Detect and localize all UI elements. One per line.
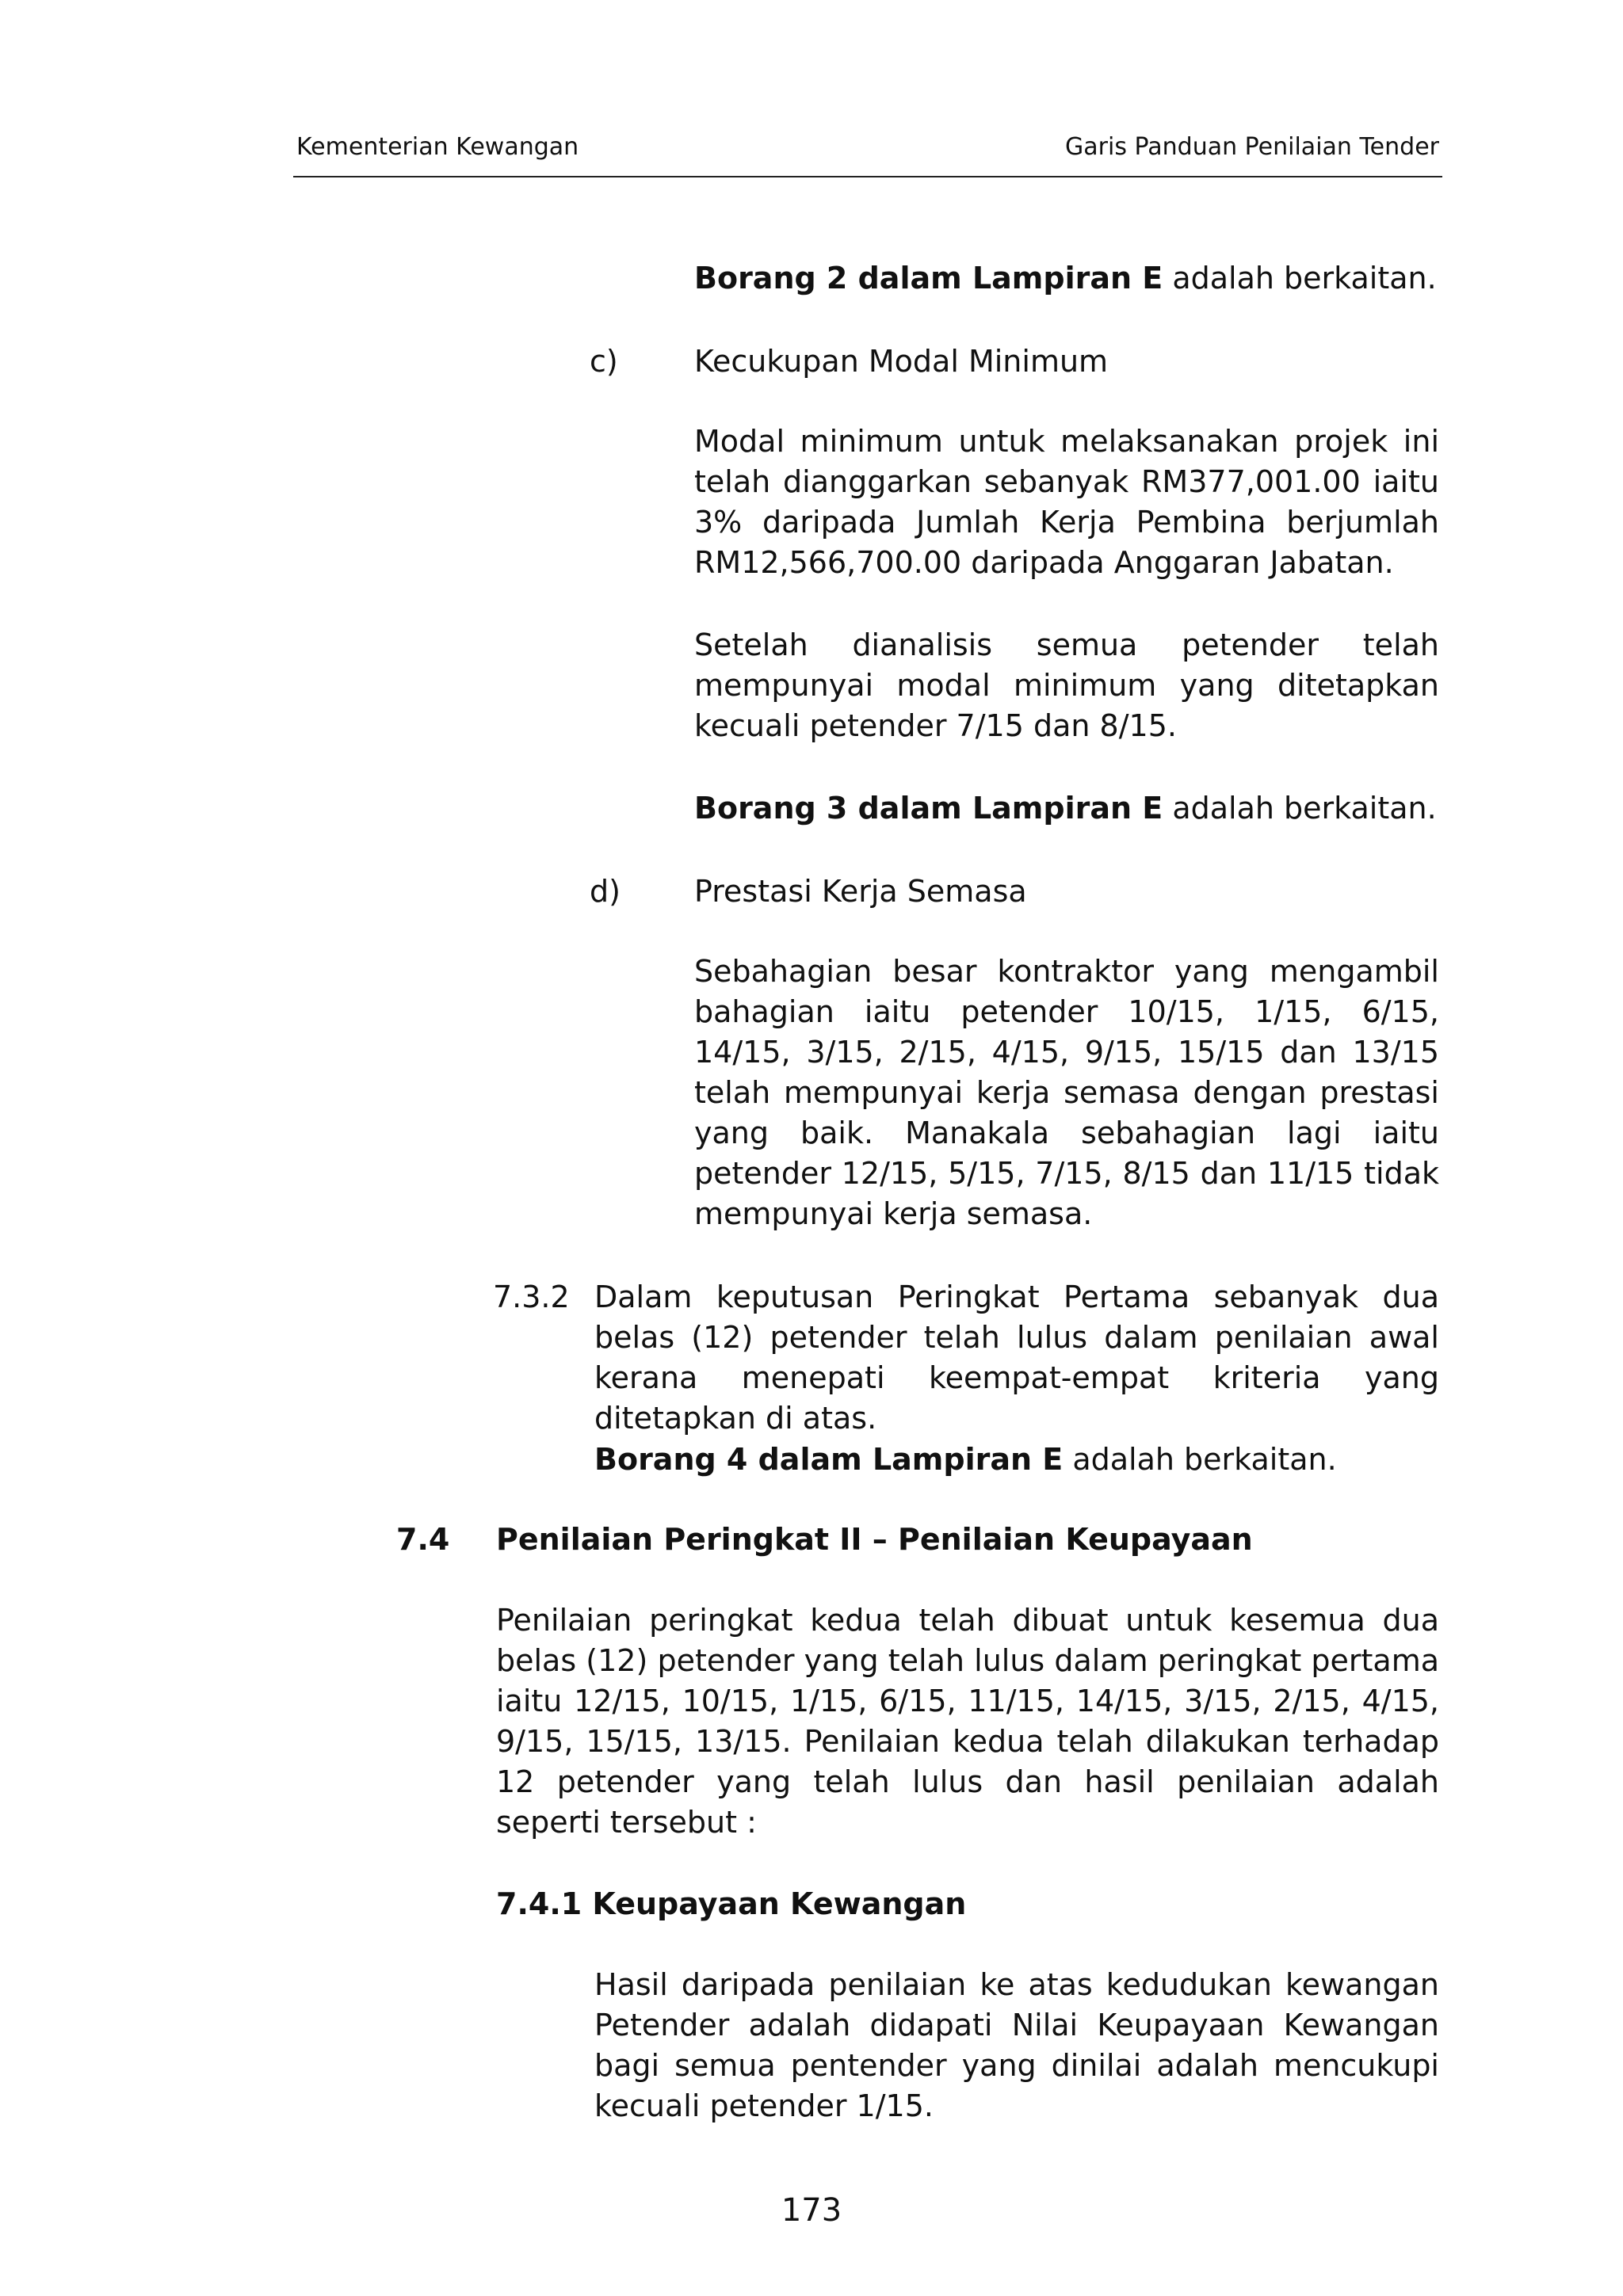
section-7-4-title: Penilaian Peringkat II – Penilaian Keupayaan [496,1522,1253,1557]
item-c-paragraph-2: Setelah dianalisis semua petender telah mempunyai modal minimum yang ditetapkan kecuali petender 7/15 dan 8/15. [694,627,1439,743]
section-7-3-2-number: 7.3.2 [493,1280,570,1314]
item-c-title: Kecukupan Modal Minimum [694,344,1109,379]
header-document-title: Garis Panduan Penilaian Tender [1065,133,1439,161]
borang-4-rest: adalah berkaitan. [1063,1442,1337,1477]
section-7-4-1-paragraph: Hasil daripada penilaian ke atas kedudukan kewangan Petender adalah didapati Nilai Keupayaan Kewangan bagi semua pentender yang dinilai adalah mencukupi kecuali petender 1/15. [594,1967,1439,2123]
item-d-paragraph-1: Sebahagian besar kontraktor yang mengambil bahagian iaitu petender 10/15, 1/15, 6/15, 14/15, 3/15, 2/15, 4/15, 9/15, 15/15 dan 13/15 telah mempunyai kerja semasa dengan prestasi yang baik. Manakala sebahagian lagi iaitu petender 12/15, 5/15, 7/15, 8/15 dan 11/15 tidak mempunyai kerja semasa. [694,954,1439,1231]
borang-3-bold: Borang 3 dalam Lampiran E [694,791,1163,826]
header-ministry: Kementerian Kewangan [296,133,579,161]
item-d-title: Prestasi Kerja Semasa [694,874,1027,909]
item-c-marker: c) [590,344,618,379]
borang-3-reference [694,788,1439,829]
borang-4-bold: Borang 4 dalam Lampiran E [594,1442,1064,1477]
section-7-4-number: 7.4 [396,1522,450,1557]
borang-2-reference [694,258,1439,299]
running-header [293,132,1442,177]
item-c-paragraph-1: Modal minimum untuk melaksanakan projek ini telah dianggarkan sebanyak RM377,001.00 iaitu 3% daripada Jumlah Kerja Pembina berjumlah RM12,566,700.00 daripada Anggaran Jabatan. [694,424,1439,580]
item-d-marker: d) [590,874,621,909]
borang-2-rest: adalah berkaitan. [1163,261,1437,296]
section-7-4-paragraph: Penilaian peringkat kedua telah dibuat untuk kesemua dua belas (12) petender yang telah lulus dalam peringkat pertama iaitu 12/15, 10/15, 1/15, 6/15, 11/15, 14/15, 3/15, 2/15, 4/15, 9/15, 15/15, 13/15. Penilaian kedua telah dilakukan terhadap 12 petender yang telah lulus dan hasil penilaian adalah seperti tersebut : [496,1603,1439,1840]
borang-4-reference [594,1440,1439,1480]
section-7-3-2-text: Dalam keputusan Peringkat Pertama sebanyak dua belas (12) petender telah lulus dalam penilaian awal kerana menepati keempat-empat kriteria yang ditetapkan di atas. [594,1280,1439,1436]
page-number: 173 [781,2192,842,2229]
borang-2-bold: Borang 2 dalam Lampiran E [694,261,1163,296]
borang-3-rest: adalah berkaitan. [1163,791,1437,826]
section-7-4-1-heading: 7.4.1 Keupayaan Kewangan [496,1886,967,1921]
